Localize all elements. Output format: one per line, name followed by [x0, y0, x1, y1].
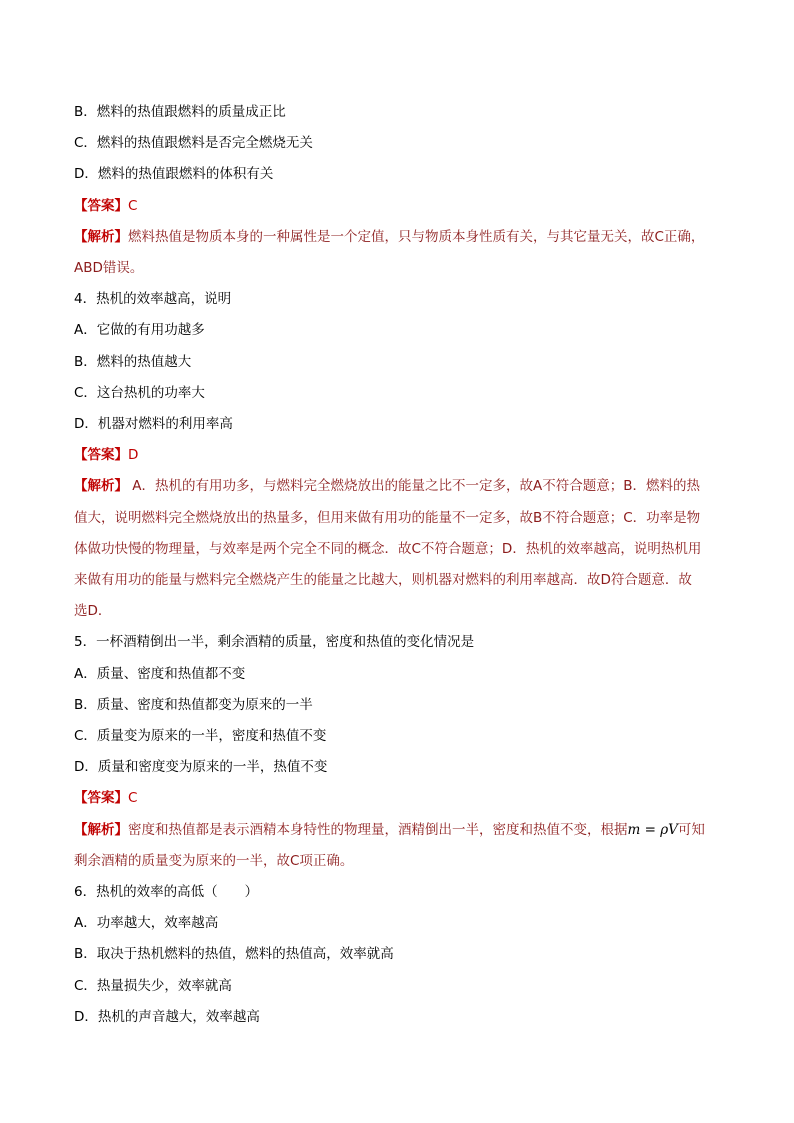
explanation-tag: 【解析】 — [74, 478, 128, 494]
q3-option-d: D．燃料的热值跟燃料的体积有关 — [74, 166, 274, 182]
q5-stem: 5．一杯酒精倒出一半，剩余酒精的质量，密度和热值的变化情况是 — [74, 634, 475, 650]
q3-explanation-line-2: ABD错误。 — [74, 260, 144, 276]
q5-option-c: C．质量变为原来的一半，密度和热值不变 — [74, 728, 327, 744]
explanation-tag: 【解析】 — [74, 822, 128, 838]
answer-tag: 【答案】 — [74, 790, 128, 806]
explanation-text: A．热机的有用功多，与燃料完全燃烧放出的能量之比不一定多，故A不符合题意；B．燃料的热 — [128, 478, 701, 494]
q6-option-b: B．取决于热机燃料的热值，燃料的热值高，效率就高 — [74, 946, 394, 962]
q5-option-a: A．质量、密度和热值都不变 — [74, 666, 246, 682]
q5-option-d: D．质量和密度变为原来的一半，热值不变 — [74, 759, 328, 775]
q4-option-b: B．燃料的热值越大 — [74, 354, 192, 370]
answer-value: C — [128, 790, 138, 806]
q4-explanation-line-1 — [74, 471, 734, 502]
q6-option-d: D．热机的声音越大，效率越高 — [74, 1009, 260, 1025]
explanation-tag: 【解析】 — [74, 229, 128, 245]
q3-answer — [74, 191, 734, 222]
answer-value: C — [128, 198, 138, 214]
q5-explanation-line-2: 剩余酒精的质量变为原来的一半，故C项正确。 — [74, 853, 354, 869]
q3-option-c: C．燃料的热值跟燃料是否完全燃烧无关 — [74, 135, 313, 151]
q5-option-b: B．质量、密度和热值都变为原来的一半 — [74, 697, 313, 713]
q4-explanation-line-3: 体做功快慢的物理量，与效率是两个完全不同的概念．故C不符合题意；D．热机的效率越高，说明热机用 — [74, 541, 702, 557]
q4-answer — [74, 440, 734, 471]
q4-explanation-line-2: 值大，说明燃料完全燃烧放出的热量多，但用来做有用功的能量不一定多，故B不符合题意；C．功率是物 — [74, 510, 701, 526]
q5-answer — [74, 783, 734, 814]
explanation-text: 燃料热值是物质本身的一种属性是一个定值，只与物质本身性质有关，与其它量无关，故C正确， — [128, 229, 705, 245]
q4-explanation-line-5: 选D． — [74, 603, 112, 619]
answer-tag: 【答案】 — [74, 447, 128, 463]
q4-option-a: A．它做的有用功越多 — [74, 322, 205, 338]
q5-explanation-line-1 — [74, 815, 734, 846]
q3-explanation-line-1 — [74, 222, 734, 253]
q3-option-b: B．燃料的热值跟燃料的质量成正比 — [74, 104, 286, 120]
density-formula: m = ρV — [627, 822, 678, 838]
explanation-text: 密度和热值都是表示酒精本身特性的物理量，酒精倒出一半，密度和热值不变，根据 — [128, 822, 628, 838]
q4-option-d: D．机器对燃料的利用率高 — [74, 416, 233, 432]
q4-stem: 4．热机的效率越高，说明 — [74, 291, 232, 307]
q6-option-c: C．热量损失少，效率就高 — [74, 978, 232, 994]
explanation-text-end: 可知 — [677, 822, 705, 838]
q6-option-a: A．功率越大，效率越高 — [74, 915, 219, 931]
q4-option-c: C．这台热机的功率大 — [74, 385, 205, 401]
answer-value: D — [128, 447, 139, 463]
q4-explanation-line-4: 来做有用功的能量与燃料完全燃烧产生的能量之比越大，则机器对燃料的利用率越高．故D符合题意．故 — [74, 572, 692, 588]
q6-stem: 6．热机的效率的高低（ ） — [74, 884, 259, 900]
answer-tag: 【答案】 — [74, 198, 128, 214]
